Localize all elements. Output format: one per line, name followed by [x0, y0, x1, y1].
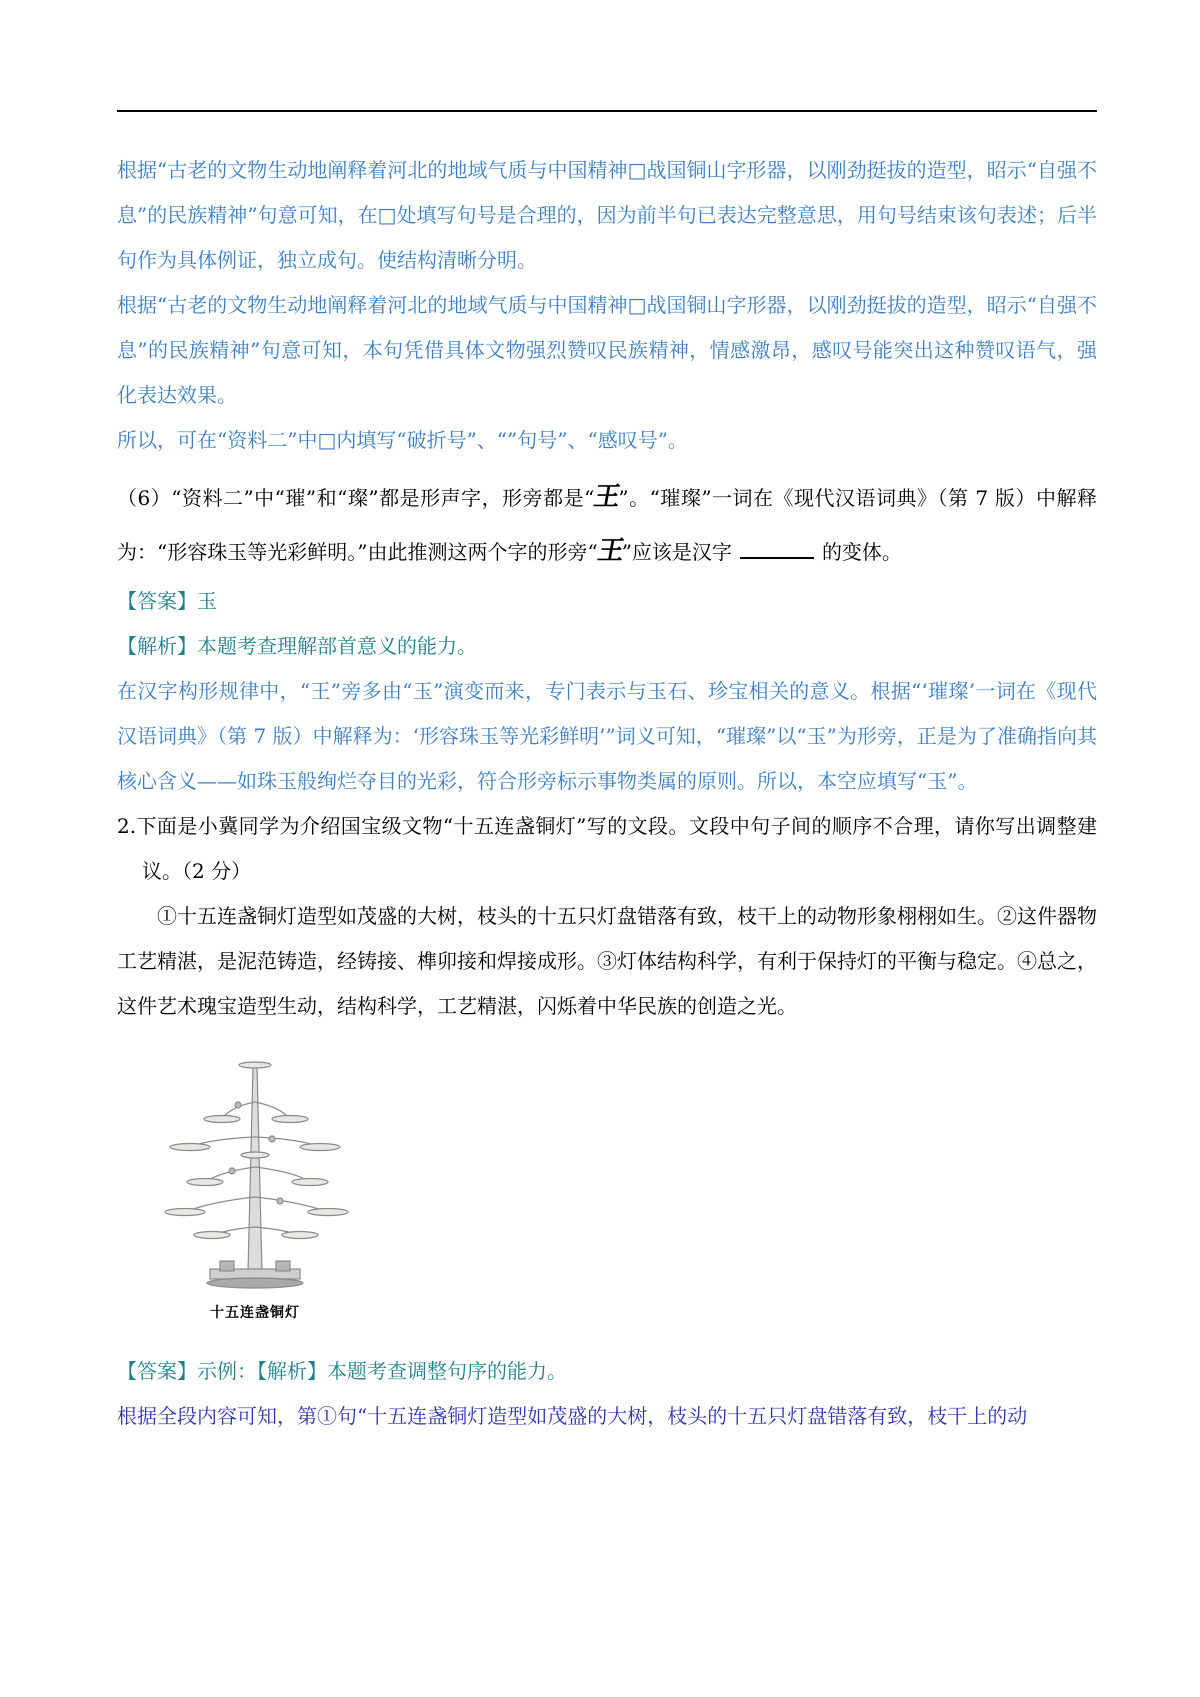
radical-glyph-image: 王	[591, 482, 622, 512]
question-2-analysis: 根据全段内容可知，第①句“十五连盏铜灯造型如茂盛的大树，枝头的十五只灯盘错落有致，枝干上的动	[117, 1404, 1028, 1428]
question-2-answer-text: 【答案】示例：【解析】本题考查调整句序的能力。	[117, 1359, 567, 1383]
bronze-lamp-drawing	[150, 1047, 360, 1307]
question-6-analysis-label: 【解析】本题考查理解部首意义的能力。	[117, 634, 477, 658]
analysis-paragraph-period: 根据“古老的文物生动地阐释着河北的地域气质与中国精神□战国铜山字形器，以刚劲挺拔的造型，昭示“自强不息”的民族精神”句意可知，在□处填写句号是合理的，因为前半句已表达完整意思，用句号结束该句表述；后半句作为具体例证，独立成句。使结构清晰分明。	[117, 158, 1097, 272]
analysis-conclusion: 所以，可在“资料二”中□内填写“破折号”、“”句号”、“感叹号”。	[117, 428, 688, 452]
answer-blank	[740, 533, 814, 559]
header-rule	[117, 110, 1097, 112]
question-6-answer: 【答案】玉	[117, 589, 217, 613]
figure-caption: 十五连盏铜灯	[210, 1305, 300, 1321]
question-2-answer	[117, 1349, 1097, 1394]
question-2-passage: ①十五连盏铜灯造型如茂盛的大树，枝头的十五只灯盘错落有致，枝干上的动物形象栩栩如生。②这件器物工艺精湛，是泥范铸造，经铸接、榫卯接和焊接成形。③灯体结构科学，有利于保持灯的平衡与稳定。④总之，这件艺术瑰宝造型生动，结构科学，工艺精湛，闪烁着中华民族的创造之光。	[117, 904, 1097, 1018]
question-2-stem: 2.下面是小冀同学为介绍国宝级文物“十五连盏铜灯”写的文段。文段中句子间的顺序不合理，请你写出调整建议。（2 分）	[117, 814, 1097, 883]
question-6	[117, 471, 1097, 579]
document-body	[117, 148, 1097, 1439]
radical-glyph-image-2: 王	[595, 536, 625, 566]
bronze-lamp-figure	[150, 1047, 360, 1327]
question-6-analysis: 在汉字构形规律中，“王”旁多由“玉”演变而来，专门表示与玉石、珍宝相关的意义。根据“‘璀璨’一词在《现代汉语词典》（第 7 版）中解释为：‘形容珠玉等光彩鲜明’”词义可知，“璀璨”以“玉”为形旁，正是为了准确指向其核心含义——如珠玉般绚烂夺目的光彩，符合形旁标示事物类属的原则。所以，本空应填写“玉”。	[117, 679, 1097, 793]
question-6-part2: ”。“璀璨”一词在《现代汉语词典》（第 7 版）中解释为：“形容珠玉等光彩鲜明。”由此推测这两个字的形旁“	[117, 486, 1098, 564]
analysis-paragraph-exclamation: 根据“古老的文物生动地阐释着河北的地域气质与中国精神□战国铜山字形器，以刚劲挺拔的造型，昭示“自强不息”的民族精神”句意可知，本句凭借具体文物强烈赞叹民族精神，情感激昂，感叹号能突出这种赞叹语气，强化表达效果。	[117, 293, 1097, 407]
question-6-part3: ”应该是汉字	[621, 540, 732, 564]
question-6-part1: （6）“资料二”中“璀”和“璨”都是形声字，形旁都是“	[117, 486, 595, 510]
question-6-part4: 的变体。	[821, 540, 902, 564]
